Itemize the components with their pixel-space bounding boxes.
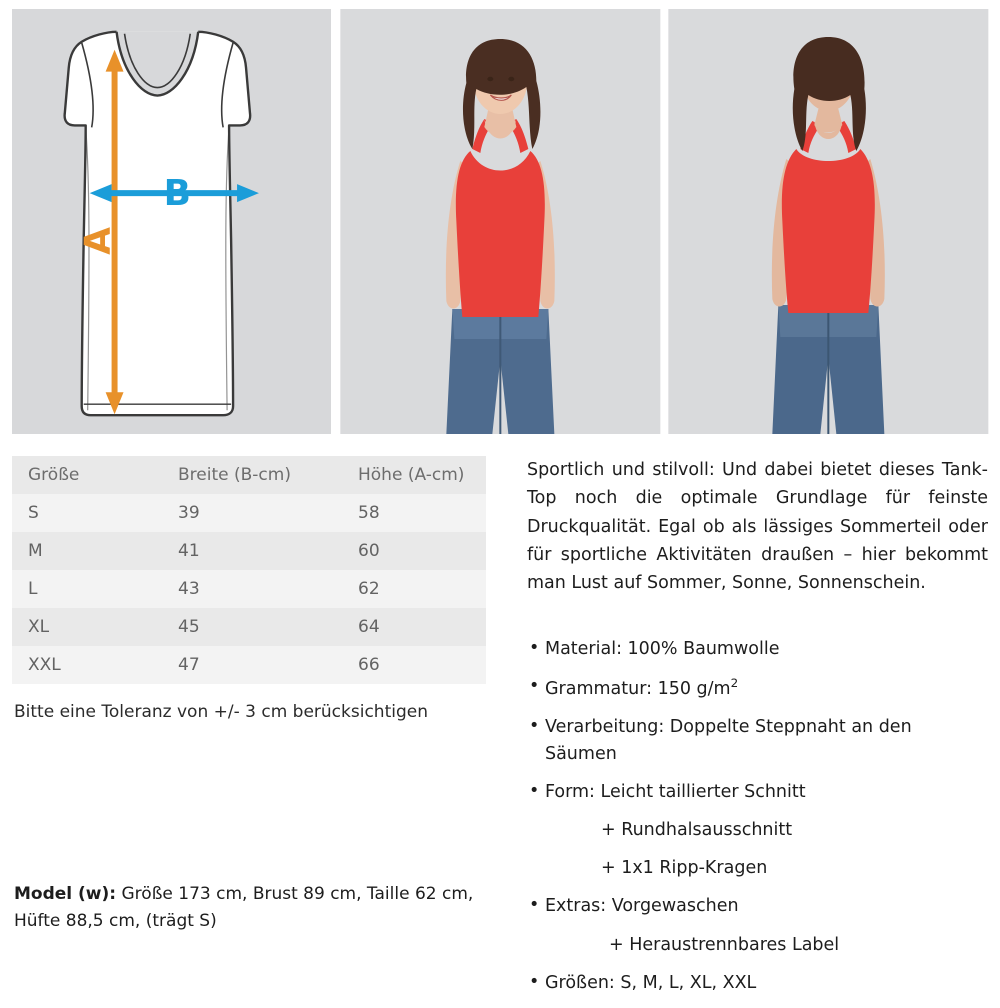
feature-grammatur xyxy=(527,674,988,703)
feature-groessen: • Größen: S, M, L, XL, XXL xyxy=(527,970,988,997)
feature-rundhalsausschnitt: + Rundhalsausschnitt xyxy=(600,820,793,841)
technical-drawing-cell xyxy=(12,9,331,434)
model-back-illustration xyxy=(669,9,988,434)
cell-width: 39 xyxy=(178,503,200,523)
cell-size: XL xyxy=(28,617,50,637)
feature-grammatur-sup: 2 xyxy=(730,675,739,690)
table-row xyxy=(12,532,486,570)
cell-height: 64 xyxy=(358,617,380,637)
feature-extras: • Extras: Vorgewaschen xyxy=(527,893,988,920)
cell-width: 47 xyxy=(178,655,200,675)
header-width: Breite (B-cm) xyxy=(178,465,291,485)
tolerance-note: Bitte eine Toleranz von +/- 3 cm berücksichtigen xyxy=(14,702,428,722)
model-front-illustration xyxy=(341,9,660,434)
cell-size: L xyxy=(28,579,38,599)
width-label: B xyxy=(163,173,191,215)
cell-height: 66 xyxy=(358,655,380,675)
model-note-label: Model (w): xyxy=(14,884,117,905)
feature-ripp-kragen: + 1x1 Ripp-Kragen xyxy=(600,858,768,879)
cell-size: S xyxy=(28,503,39,523)
cell-width: 45 xyxy=(178,617,200,637)
cell-size: M xyxy=(28,541,43,561)
model-note xyxy=(14,881,504,934)
model-back-photo xyxy=(669,9,988,434)
model-front-photo xyxy=(341,9,660,434)
tank-top-technical-drawing xyxy=(12,9,331,434)
header-size: Größe xyxy=(28,465,80,485)
height-label: A xyxy=(77,227,119,255)
header-height: Höhe (A-cm) xyxy=(358,465,465,485)
model-note-line1: Größe 173 cm, Brust 89 cm, Taille 62 cm, xyxy=(116,884,474,905)
cell-height: 60 xyxy=(358,541,380,561)
cell-width: 43 xyxy=(178,579,200,599)
cell-height: 58 xyxy=(358,503,380,523)
description-column xyxy=(519,456,988,1008)
table-row xyxy=(12,570,486,608)
product-description: Sportlich und stilvoll: Und dabei bietet dieses Tank-Top noch die optimale Grundlage für feinste Druckqualität. Egal ob als lässiges Sommerteil oder für sportliche Aktivitäten draußen – hier bekommt man Lust auf Sommer, Sonne, Sonnenschein. xyxy=(526,460,988,594)
table-row xyxy=(12,646,486,684)
feature-list xyxy=(527,636,988,997)
model-note-line2: Hüfte 88,5 cm, (trägt S) xyxy=(14,910,217,931)
image-row xyxy=(0,0,1000,434)
table-row xyxy=(12,608,486,646)
cell-size: XXL xyxy=(28,655,61,675)
feature-form: • Form: Leicht taillierter Schnitt xyxy=(527,779,988,806)
cell-height: 62 xyxy=(358,579,380,599)
table-row xyxy=(12,494,486,532)
feature-grammatur-text: Grammatur: 150 g/m xyxy=(544,678,731,699)
feature-material: • Material: 100% Baumwolle xyxy=(527,636,988,663)
feature-label: + Heraustrennbares Label xyxy=(608,934,840,955)
cell-width: 41 xyxy=(178,541,200,561)
size-table xyxy=(12,456,486,684)
table-header-row xyxy=(12,456,486,494)
feature-verarbeitung: • Verarbeitung: Doppelte Steppnaht an den Säumen xyxy=(527,714,988,768)
